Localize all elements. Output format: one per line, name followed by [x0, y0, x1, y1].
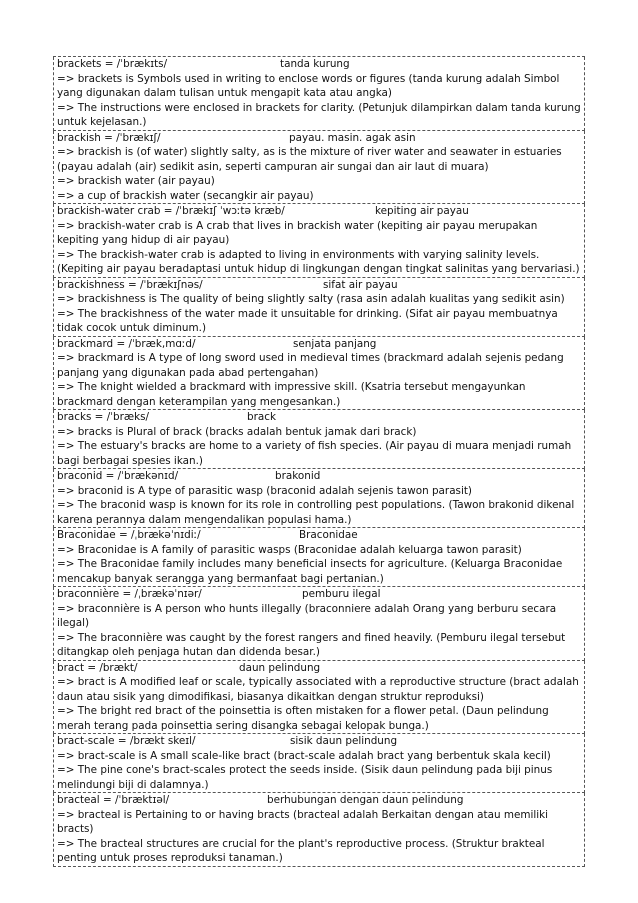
entry-brackmard: [53, 337, 585, 411]
entry-example: => The pine cone's bract-scales protect the seeds inside. (Sisik daun pelindung pada biji pinus melindungi biji di dalamnya.): [57, 764, 553, 791]
entry-example: => a cup of brackish water (secangkir air payau): [57, 189, 314, 202]
entry-headword: [57, 278, 582, 293]
entry-brackish-water-crab: [53, 204, 585, 278]
headword-translation: brack: [247, 411, 276, 423]
entry-headword: [57, 204, 582, 219]
entry-headword: [57, 337, 582, 352]
entry-example: => The knight wielded a brackmard with impressive skill. (Ksatria tersebut mengayunkan brackmard dengan keterampilan yang mengesankan.): [57, 381, 526, 408]
headword-pronunciation: brackish = /ˈbrækɪʃ/: [57, 131, 161, 144]
entry-definition: => bract-scale is A small scale-like bract (bract-scale adalah bract yang berbentuk skala kecil): [57, 749, 551, 762]
entry-example: => The bracteal structures are crucial for the plant's reproductive process. (Struktur brakteal penting untuk proses reproduksi tanaman.): [57, 837, 545, 864]
headword-pronunciation: bracteal = /ˈbræktɪəl/: [57, 794, 170, 806]
entry-bract: [53, 661, 585, 735]
entry-example: => The brackishness of the water made it unsuitable for drinking. (Sifat air payau membuatnya tidak cocok untuk diminum.): [57, 307, 558, 334]
entry-definition: => braconnière is A person who hunts illegally (braconniere adalah Orang yang berburu secara ilegal): [57, 602, 557, 629]
entry-example: => The braconnière was caught by the forest rangers and fined heavily. (Pemburu ilegal tersebut ditangkap oleh penjaga hutan dan didenda besar.): [57, 631, 566, 658]
entry-definition: => bracteal is Pertaining to or having bracts (bracteal adalah Berkaitan dengan atau memiliki bracts): [57, 808, 549, 835]
entry-example: => brackish water (air payau): [57, 175, 215, 187]
entry-bracks: [53, 410, 585, 469]
entry-definition: => brackish-water crab is A crab that lives in brackish water (kepiting air payau merupakan kepiting yang hidup di air payau): [57, 219, 538, 246]
entry-bracteal: [53, 793, 585, 867]
headword-translation: sisik daun pelindung: [290, 735, 398, 747]
entry-headword: [57, 587, 582, 602]
headword-translation: Braconidae: [299, 529, 358, 541]
entry-example: => The brackish-water crab is adapted to living in environments with varying salinity levels. (Kepiting air payau beradaptasi untuk hidup di lingkungan dengan tingkat salinitas yang bervariasi.): [57, 248, 580, 275]
entry-brackish: [53, 131, 585, 205]
headword-pronunciation: bracks = /ˈbræks/: [57, 411, 150, 423]
entry-definition: => bracks is Plural of brack (bracks adalah bentuk jamak dari brack): [57, 425, 417, 438]
headword-pronunciation: braconnière = /ˌbrækəˈnɪər/: [57, 588, 202, 600]
entry-headword: [57, 528, 582, 543]
headword-pronunciation: bract-scale = /brækt skeɪl/: [57, 735, 196, 747]
entry-definition: => Braconidae is A family of parasitic wasps (Braconidae adalah keluarga tawon parasit): [57, 543, 522, 556]
entry-example: => The Braconidae family includes many beneficial insects for agriculture. (Keluarga Braconidae mencakup banyak serangga yang bermanfaat bagi pertanian.): [57, 558, 563, 585]
entry-definition: => braconid is A type of parasitic wasp (braconid adalah sejenis tawon parasit): [57, 484, 472, 497]
entry-definition: => brackishness is The quality of being slightly salty (rasa asin adalah kualitas yang sedikit asin): [57, 293, 565, 305]
headword-pronunciation: Braconidae = /ˌbrækəˈnɪdiː/: [57, 529, 201, 541]
entry-headword: [57, 469, 582, 484]
entry-headword: [57, 734, 582, 749]
entry-braconniere: [53, 587, 585, 661]
headword-translation: berhubungan dengan daun pelindung: [267, 794, 464, 806]
entry-braconidae: [53, 528, 585, 587]
entry-headword: [57, 793, 582, 808]
entry-definition: => bract is A modified leaf or scale, typically associated with a reproductive structure (bract adalah daun atau sisik yang dimodifikasi, biasanya dikaitkan dengan struktur reproduksi): [57, 676, 579, 703]
entry-headword: [57, 131, 582, 146]
headword-translation: payau. masin. agak asin: [289, 131, 416, 144]
entry-definition: => brackish is (of water) slightly salty, as is the mixture of river water and seawater in estuaries (payau adalah (air) sedikit asin, seperti campuran air sungai dan air laut di muara): [57, 146, 562, 173]
headword-translation: pemburu ilegal: [302, 588, 381, 600]
headword-pronunciation: brackets = /ˈbrækɪts/: [57, 58, 168, 70]
entry-brackets: [53, 57, 585, 131]
glossary-sheet: [53, 56, 585, 867]
entry-braconid: [53, 469, 585, 528]
headword-translation: brakonid: [275, 470, 321, 482]
headword-translation: daun pelindung: [239, 661, 321, 674]
headword-pronunciation: brackishness = /ˈbrækɪʃnəs/: [57, 278, 203, 291]
entry-definition: => brackmard is A type of long sword used in medieval times (brackmard adalah sejenis pedang panjang yang digunakan pada abad pertengahan): [57, 352, 564, 379]
headword-translation: senjata panjang: [293, 337, 377, 350]
entry-bract-scale: [53, 734, 585, 793]
entry-example: => The estuary's bracks are home to a variety of fish species. (Air payau di muara menjadi rumah bagi berbagai spesies ikan.): [57, 440, 572, 467]
headword-pronunciation: braconid = /ˈbrækənɪd/: [57, 470, 179, 482]
entry-headword: [57, 57, 582, 72]
entry-example: => The bright red bract of the poinsettia is often mistaken for a flower petal. (Daun pelindung merah terang pada poinsettia sering disangka sebagai kelopak bunga.): [57, 705, 549, 732]
headword-translation: tanda kurung: [280, 58, 350, 70]
entry-headword: [57, 661, 582, 676]
headword-pronunciation: brackish-water crab = /ˈbrækɪʃ ˈwɔːtə kræb/: [57, 205, 285, 217]
headword-translation: kepiting air payau: [375, 205, 469, 217]
headword-translation: sifat air payau: [323, 278, 398, 291]
entry-example: => The braconid wasp is known for its role in controlling pest populations. (Tawon brakonid dikenal karena perannya dalam mengendalikan populasi hama.): [57, 499, 575, 526]
entry-brackishness: [53, 278, 585, 337]
headword-pronunciation: brackmard = /ˈbræk,mɑːd/: [57, 337, 196, 350]
entry-definition: => brackets is Symbols used in writing to enclose words or figures (tanda kurung adalah Simbol yang digunakan dalam tulisan untuk mengapit kata atau angka): [57, 72, 560, 99]
headword-pronunciation: bract = /brækt/: [57, 661, 138, 674]
entry-headword: [57, 410, 582, 425]
entry-example: => The instructions were enclosed in brackets for clarity. (Petunjuk dilampirkan dalam tanda kurung untuk kejelasan.): [57, 101, 581, 128]
